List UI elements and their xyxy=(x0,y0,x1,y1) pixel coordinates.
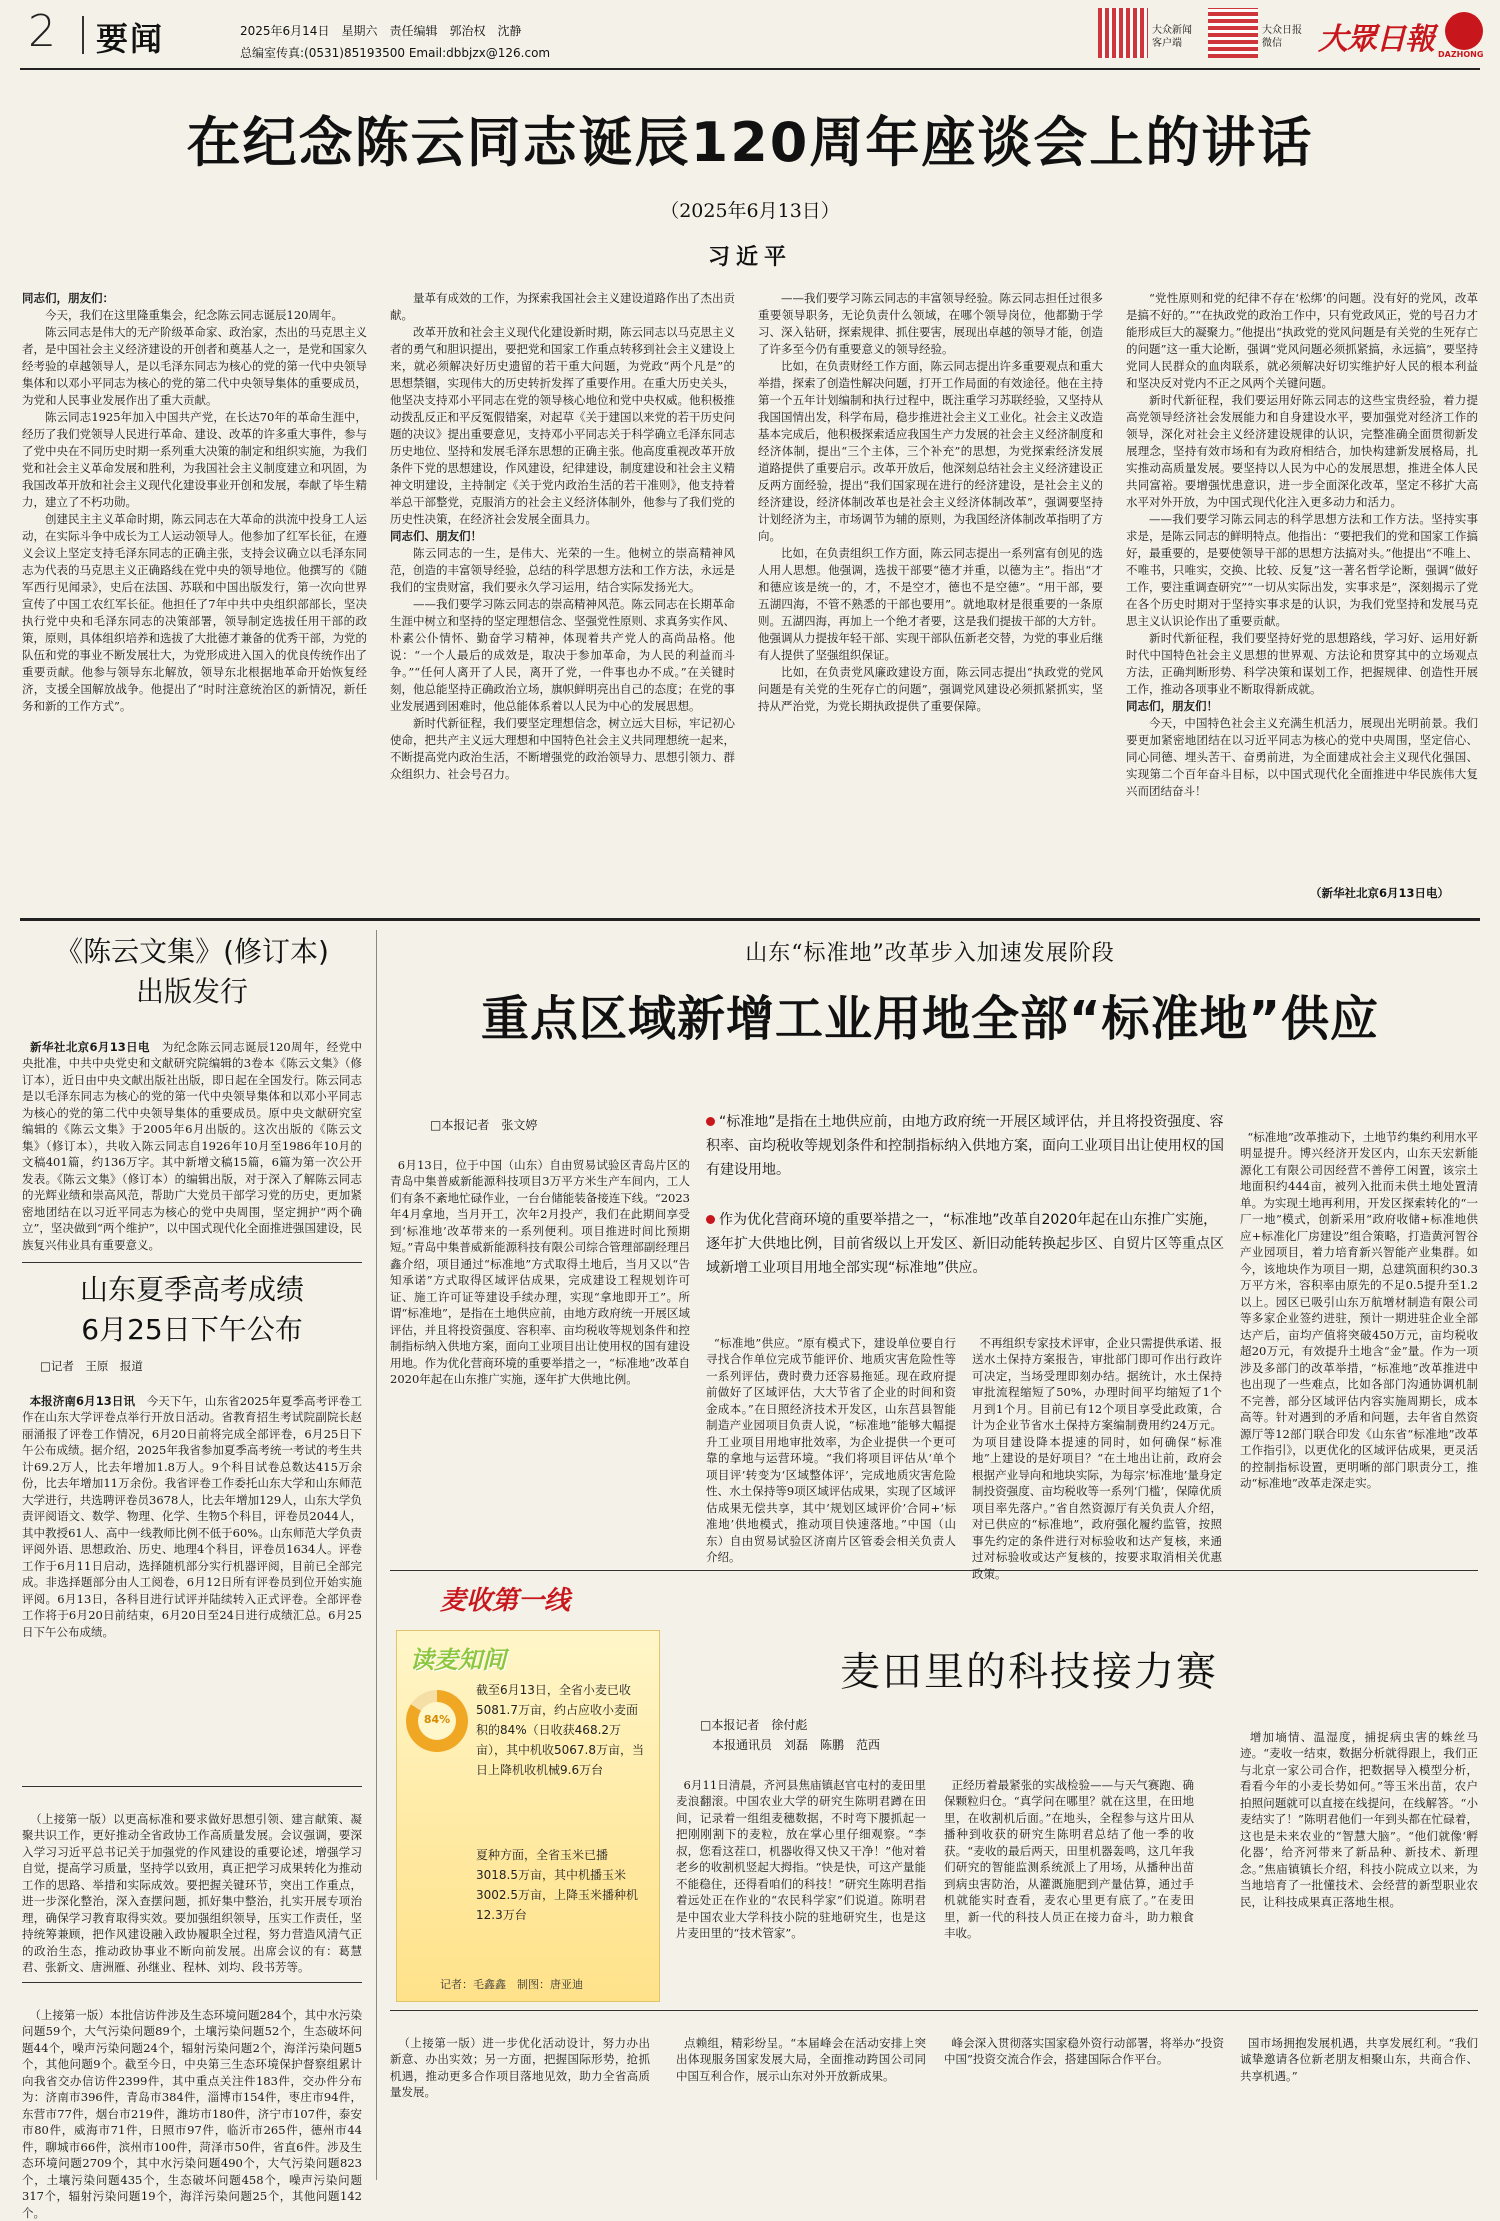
qr-code-wechat[interactable] xyxy=(1208,8,1258,58)
paragraph-text: 新时代新征程，我们要坚持好党的思想路线，学习好、运用好新时代中国特色社会主义思想的世界观、方法论和贯穿其中的立场观点方法，正确判断形势、科学决策和谋划工作，把握规律、创造性开展工作，推动各项事业不断取得新成就。 xyxy=(1126,631,1478,696)
wenji-body xyxy=(22,1022,362,1252)
tech-byline-1: □本报记者 徐付彪 xyxy=(700,1718,808,1732)
lead-paragraph xyxy=(22,307,367,324)
lead-paragraph xyxy=(22,511,367,715)
wenji-dateline: 新华社北京6月13日电 xyxy=(30,1039,150,1054)
paragraph-text: 陈云同志是伟大的无产阶级革命家、政治家，杰出的马克思主义者，是中国社会主义经济建设的开创者和奠基人之一，是党和国家久经考验的卓越领导人，是以毛泽东同志为核心的党的第一代中央领导集体和以邓小平同志为核心的党的第二代中央领导集体的重要成员，为党和人民事业发展作出了重大贡献。 xyxy=(22,325,367,407)
land-summary-1-text: “标准地”是指在土地供应前，由地方政府统一开展区域评估，并且将投资强度、容积率、亩均税收等规划条件和控制指标纳入供地方案，面向工业项目出让使用权的国有建设用地。 xyxy=(706,1114,1224,1178)
logo-en: DAZHONG xyxy=(1438,50,1484,59)
wenji-text: 为纪念陈云同志诞辰120周年，经党中央批准，中共中央党史和文献研究院编辑的3卷本《陈云文集》（修订本），近日由中央文献出版社出版，即日起在全国发行。陈云同志是以毛泽东同志为核心的党的第一代中央领导集体和以邓小平同志为核心的党的第二代中央领导集体的重要成员。原中央文献研究室编辑的《陈云文集》于2005年6月出版的。这次出版的《陈云文集》（修订本），共收入陈云同志自1926年10月至1986年10月的文稿401篇，约136万字。其中新增文稿15篇，6篇为第一次公开发表。《陈云文集》（修订本）的编辑出版，对于深入了解陈云同志的光辉业绩和崇高风范，帮助广大党员干部学习党的历史，更加紧密地团结在以习近平同志为核心的党中央周围，坚定拥护“两个确立”，坚决做到“两个维护”，以中国式现代化全面推进强国建设，民族复兴伟业具有重要意义。 xyxy=(22,1039,363,1252)
wenji-headline: 《陈云文集》(修订本) 出版发行 xyxy=(55,935,329,1008)
land-byline xyxy=(430,1116,537,1133)
tech-col-c-text: 增加墒情、温湿度，捕捉病虫害的蛛丝马迹。“麦收一结束，数据分析就得跟上，我们正与北京一家公司合作，把数据导入模型分析，看看今年的小麦长势如何。”等玉米出苗，农户拍照问题就可以直接在线提问，在线解答。“小麦结实了！”陈明君他们一年到头都在忙碌着，这也是未来农业的“智慧大脑”。“他们就像‘孵化器’，给齐河带来了新品种、新技术、新理念。”焦庙镇镇长介绍，科技小院成立以来，为当地培育了一批懂技术、会经营的新型职业农民，让科技成果真正落地生根。 xyxy=(1240,1729,1479,1909)
salutation: 同志们、朋友们！ xyxy=(390,529,482,543)
bottom-d-text: 国市场拥抱发展机遇，共享发展红利。“我们诚挚邀请各位新老朋友相聚山东，共商合作、共享机遇。” xyxy=(1240,2035,1478,2083)
tech-col-a-text: 6月11日清晨，齐河县焦庙镇赵官屯村的麦田里麦浪翻滚。中国农业大学的研究生陈明君蹲在田间，记录着一组组麦穗数据，不时弯下腰抓起一把刚刚割下的麦粒，放在掌心里仔细观察。“李叔，您看这茬口，机器收得又快又干净！”他对着老乡的收割机竖起大拇指。“快是快，可这产量能不能稳住，还得看咱们的科技！”研究生陈明君指着远处正在作业的“农民科学家”们说道。陈明君是中国农业大学科技小院的驻地研究生，也是这片麦田里的“技术管家”。 xyxy=(676,1777,926,1940)
paragraph-text: 今天，中国特色社会主义充满生机活力，展现出光明前景。我们要更加紧密地团结在以习近平同志为核心的党中央周围，坚定信心、同心同德、埋头苦干、奋勇前进，为全面建成社会主义现代化强国、实现第二个百年奋斗目标，以中国式现代化全面推进中华民族伟大复兴而团结奋斗！ xyxy=(1126,716,1478,798)
lead-headline: 在纪念陈云同志诞辰120周年座谈会上的讲话 xyxy=(186,111,1314,174)
land-summary-1 xyxy=(706,1110,1226,1182)
tech-headline: 麦田里的科技接力赛 xyxy=(840,1649,1218,1695)
land-col-b-text: “标准地”改革推动下，土地节约集约利用水平明显提升。博兴经济开发区内，山东天宏新能源化工有限公司因经营不善停工闲置，该宗土地面积约444亩，被列入批而未供土地处置清单。为实现土地再利用，开发区探索转化的“一厂一地”模式，创新采用“政府收储+标准地供应+标准化厂房建设”组合策略，打造黄河智谷产业园项目，着力培育新兴智能产业集群。如今，该地块作为项目一期，总建筑面积约30.3万平方米，容积率由原先的不足0.5提升至1.2以上。园区已吸引山东万航增材制造有限公司等多家企业签约进驻，预计一期进驻企业全部达产后，亩均产值将突破450万元，亩均税收超20万元，有效提升土地含“金”量。作为一项涉及多部门的改革举措，“标准地”改革推进中也出现了一些难点，比如各部门沟通协调机制不完善，部分区域评估内容实施周期长，成本高等。针对遇到的矛盾和问题，去年省自然资源厅等12部门联合印发《山东省“标准地”改革工作指引》，以更优化的区域评估成果，更灵活的控制指标设置，更明晰的部门职责分工，推动“标准地”改革走深走实。 xyxy=(1240,1129,1478,1490)
gaokao-dateline: 本报济南6月13日讯 xyxy=(29,1393,136,1408)
lead-paragraph xyxy=(758,290,1103,358)
logo-mark-icon xyxy=(1445,12,1483,50)
lead-paragraph xyxy=(390,596,735,715)
paragraph-text: 今天，我们在这里隆重集会，纪念陈云同志诞辰120周年。 xyxy=(45,308,343,322)
paragraph-text: 比如，在负责财经工作方面，陈云同志提出许多重要观点和重大举措，探索了创造性解决问题，打开工作局面的有效途径。他在主持第一个五年计划编制和执行过程中，既注重学习苏联经验，又坚持从我国国情出发，科学布局，稳步推进社会主义工业化。社会主义改造基本完成后，他积极探索适应我国生产力发展的社会主义经济制度和经济体制，提出“三个主体，三个补充”的思想，为党探索经济发展道路提供了重要启示。改革开放后，他深刻总结社会主义经济建设正反两方面经验，提出“我们国家现在进行的经济建设，是社会主义的经济建设，经济体制改革也是社会主义经济体制改革”，强调要坚持计划经济为主，市场调节为辅的原则，为我国经济体制改革指明了方向。 xyxy=(758,359,1103,543)
bottom-a-text: （上接第一版）进一步优化活动设计，努力办出新意、办出实效；另一方面，把握国际形势，抢抓机遇，推动更多合作项目落地见效，助力全省高质量发展。 xyxy=(390,2035,650,2099)
lead-column-2 xyxy=(390,290,735,910)
env-text: （上接第一版）本批信访件涉及生态环境问题284个，其中水污染问题59个，大气污染问题89个，土壤污染问题52个，生态破坏问题44个，噪声污染问题24个，辐射污染问题2个，海洋污染问题5个，其他问题9个。截至今日，中央第三生态环境保护督察组累计向我省交办信访件2399件，其中重点关注件183件，交办件分布为：济南市396件，青岛市384件，淄博市154件，枣庄市94件，东营市77件，烟台市219件，潍坊市180件，济宁市107件，泰安市80件，威海市71件，日照市97件，临沂市265件，德州市44件，聊城市66件，滨州市100件，菏泽市50件，省直6件。涉及生态环境问题2709个，其中水污染问题490个，大气污染问题823个，土壤污染问题435个，生态破坏问题458个，噪声污染问题317个，辐射污染问题19个，海洋污染问题25个，其他问题142个。 xyxy=(22,2007,362,2220)
jump-text: （上接第一版）以更高标准和要求做好思想引领、建言献策、凝聚共识工作，更好推动全省政协工作高质量发展。会议强调，要深入学习习近平总书记关于加强党的作风建设的重要论述，增强学习自觉，提高学习质量，坚持学以致用，真正把学习成果转化为推动工作的思路、举措和实际成效。要把握关键环节，突出工作重点，进一步深化整治，深入查摆问题，抓好集中整治，扎实开展专项治理，确保学习教育取得实效。要加强组织领导，压实工作责任，坚持统筹兼顾，把作风建设融入政协履职全过程，努力营造风清气正的政治生态，推动政协事业不断向前发展。出席会议的有：葛慧君、张新文、唐洲雁、孙继业、程林、刘均、段书芳等。 xyxy=(22,1811,363,1974)
lead-paragraph xyxy=(1126,715,1478,800)
gaokao-byline: □记者 王原 报道 xyxy=(40,1359,143,1373)
tech-column-c xyxy=(1240,1712,1478,2000)
red-bullet-icon xyxy=(706,1117,715,1126)
tech-column-a xyxy=(676,1760,926,2000)
lead-column-3 xyxy=(758,290,1103,910)
lead-bottom-rule xyxy=(20,918,1480,921)
lead-author: 习近平 xyxy=(707,244,792,270)
lead-paragraph xyxy=(22,290,367,307)
lead-paragraph xyxy=(1126,698,1478,715)
lead-source: （新华社北京6月13日电） xyxy=(1310,886,1450,900)
tech-column-b xyxy=(944,1760,1194,2000)
lead-paragraph xyxy=(22,409,367,511)
paragraph-text: “党性原则和党的纪律不存在‘松绑’的问题。没有好的党风，改革是搞不好的。”“在执政党的政治工作中，只有党政风正，党的号召力才能形成巨大的凝聚力。”他提出“执政党的党风问题是有关党的生死存亡的问题”这一重大论断，强调“党风问题必须抓紧搞，永远搞”，要坚持党同人民群众的血肉联系，就必须解决好切实维护好人民的根本利益和坚决反对党内不正之风两个关键问题。 xyxy=(1126,291,1478,390)
maishou-banner: 麦收第一线 xyxy=(440,1586,571,1616)
land-byline-mark: □ xyxy=(430,1118,442,1132)
page-number: 2 xyxy=(28,6,56,57)
left-rule-3 xyxy=(22,1982,362,1983)
land-column-c xyxy=(706,1318,957,1564)
paragraph-text: 陈云同志1925年加入中国共产党，在长达70年的革命生涯中，经历了我们党领导人民进行革命、建设、改革的许多重大事件，参与了党中央在不同历史时期一系列重大决策的制定和组织实施，为我们党和社会主义革命发展和胜利，为我国社会主义制度建立和巩固，为我国改革开放和社会主义现代化建设事业开创和发展，奉献了毕生精力，建立了不朽功勋。 xyxy=(22,410,367,509)
section-title: 要闻 xyxy=(96,20,165,58)
lead-paragraph xyxy=(390,290,735,324)
paragraph-text: 创建民主主义革命时期，陈云同志在大革命的洪流中投身工人运动，在实际斗争中成长为工人运动领导人。他参加了红军长征，在遵义会议上坚定支持毛泽东同志的正确主张，支持会议确立以毛泽东同志为代表的马克思主义正确路线在党中央的领导地位。他撰写的《随军西行见闻录》，史后在法国、苏联和中国出版发行，第一次向世界宣传了中国工农红军长征。他担任了7年中共中央组织部部长，坚决执行党中央和毛泽东同志的决策部署，领导制定选拔任用干部的政策，原则，具体组织培养和选拔了大批德才兼备的优秀干部，为党的队伍和党的事业不断发展壮大，为党形成进入国入的优良传统作出了重要贡献。他参与领导东北解放，领导东北根据地革命开始恢复经济，支援全国解放战争。他提出了“时时注意统治区的新情况，新任务和新的工作方式”。 xyxy=(22,512,367,713)
paragraph-text: 新时代新征程，我们要运用好陈云同志的这些宝贵经验，着力提高党领导经济社会发展能力和自身建设水平，要加强党对经济工作的领导，深化对社会主义经济建设规律的认识，完整准确全面贯彻新发展理念，坚持有效市场和有为政府相结合，加快构建新发展格局，扎实推动高质量发展。要坚持以人民为中心的发展思想，推进全体人民共同富裕。要增强忧患意识，进一步全面深化改革，坚定不移扩大高水平对外开放，为中国式现代化注入更多动力和活力。 xyxy=(1126,393,1478,509)
paragraph-text: 陈云同志的一生，是伟大、光荣的一生。他树立的崇高精神风范，创造的丰富领导经验，总结的科学思想方法和工作方法，永远是我们的宝贵财富，我们要永久学习运用，结合实际发扬光大。 xyxy=(390,546,735,594)
lead-paragraph xyxy=(758,358,1103,545)
maishou-item-1: 截至6月13日，全省小麦已收5081.7万亩，约占应收小麦面积的84%（日收获468.2万亩），其中机收5067.8万亩，当日上降机收机械9.6万台 xyxy=(476,1683,644,1777)
paragraph-text: 改革开放和社会主义现代化建设新时期，陈云同志以马克思主义者的勇气和胆识提出，要把党和国家工作重点转移到社会主义建设上来，就必须解决好历史遗留的若干重大问题，为党政“两个凡是”的思想禁锢，实现伟大的历史转折发挥了重要作用。在重大历史关头，他坚决支持邓小平同志在党的领导核心地位和党中央权威。他积极推动拨乱反正和平反冤假错案，对起草《关于建国以来党的若干历史问题的决议》提出重要意见，支持邓小平同志关于科学确立毛泽东同志历史地位、坚持和发展毛泽东思想的正确主张。他高度重视改革开放条件下党的思想建设，作风建设，纪律建设，制度建设和社会主义精神文明建设，主持制定《关于党内政治生活的若干准则》，他支持着举总干部整党，克服消方的社会主义经济体制外，他参与了我们党的历史性决策，在经济社会发展全面具力。 xyxy=(390,325,735,526)
lead-paragraph xyxy=(390,545,735,596)
bottom-column-a xyxy=(390,2018,650,2178)
lead-paragraph xyxy=(1126,511,1478,630)
tech-byline-2: 本报通讯员 刘磊 陈鹏 范西 xyxy=(712,1738,881,1752)
issue-info: 2025年6月14日 星期六 责任编辑 郭治权 沈静 xyxy=(240,24,522,38)
tech-col-b-text: 正经历着最紧张的实战检验——与天气赛跑、确保颗粒归仓。“真学问在哪里？就在这里，在田地里，在收割机后面。”在地头，全程参与这片田从播种到收获的研究生陈明君总结了他一季的收获。“麦收的最后两天，田里机器轰鸣，这几年我们研究的智能监测系统派上了用场，从播种出苗到病虫害防治，从灌溉施肥到产量估算，通过手机就能实时查看，麦农心里更有底了。”在麦田里，新一代的科技人员正在接力奋斗，助力粮食丰收。 xyxy=(944,1777,1195,1940)
maishou-item-2: 夏种方面，全省玉米已播3018.5万亩，其中机播玉米3002.5万亩，上降玉米播种机12.3万台 xyxy=(476,1848,638,1922)
left-rule-2 xyxy=(22,1786,362,1787)
lead-paragraph xyxy=(758,545,1103,664)
salutation: 同志们，朋友们： xyxy=(22,291,114,305)
left-rule-1 xyxy=(22,1262,362,1263)
land-col-a-text: 6月13日，位于中国（山东）自由贸易试验区青岛片区的青岛中集普威新能源科技项目3万平方米生产车间内，工人们有条不紊地忙碌作业，一台台储能装备接连下线。“2023年4月拿地，当月开工，次年2月投产，我们在此期间享受到‘标准地’改革带来的一系列便利。项目推进时间比预期短。”青岛中集普威新能源科技有限公司综合管理部副经理吕鑫介绍，项目通过“标准地”方式取得土地后，当月又以“告知承诺”方式取得区域评估成果，完成建设工程规划许可证、施工许可证等建设手续办理，实现“拿地即开工”。所谓“标准地”，是指在土地供应前，由地方政府统一开展区域评估，并且将投资强度、容积率、亩均税收等规划条件和控制指标纳入供地方案，面向工业项目出让使用权的国有建设用地。作为优化营商环境的重要举措之一，“标准地”改革自2020年起在山东推广实施，逐年扩大供地比例。 xyxy=(390,1157,690,1386)
gaokao-body xyxy=(22,1376,362,1776)
lead-paragraph xyxy=(758,664,1103,715)
lead-paragraph xyxy=(390,528,735,545)
lead-paragraph xyxy=(1126,290,1478,392)
env-story-body xyxy=(22,1990,362,2220)
lead-paragraph xyxy=(1126,630,1478,698)
left-divider xyxy=(376,930,377,2180)
paragraph-text: ——我们要学习陈云同志的丰富领导经验。陈云同志担任过很多重要领导职务，无论负责什么领域，在哪个领导岗位，他都勤于学习、深入钻研，探索规律、抓住要害，展现出卓越的领导才能，创造了许多至今仍有重要意义的领导经验。 xyxy=(758,291,1103,356)
qr-app-label: 大众新闻客户端 xyxy=(1152,25,1192,49)
newspaper-logo: 大眾日報 xyxy=(1318,22,1434,57)
lead-paragraph xyxy=(22,324,367,409)
paragraph-text: 新时代新征程，我们要坚定理想信念，树立远大目标，牢记初心使命，把共产主义远大理想和中国特色社会主义共同理想统一起来，不断提高党内政治生活，不断增强党的政治领导力、思想引领力、群众组织力、社会号召力。 xyxy=(390,716,735,781)
land-summary-2 xyxy=(706,1208,1226,1280)
land-column-a xyxy=(390,1140,690,1560)
mid-rule xyxy=(390,1570,1478,1571)
lead-paragraph xyxy=(390,715,735,783)
masthead xyxy=(0,0,1500,70)
land-column-b xyxy=(1240,1112,1478,1560)
lead-date-line: （2025年6月13日） xyxy=(660,200,840,222)
masthead-rule xyxy=(20,68,1480,70)
maishou-credit: 记者：毛鑫鑫 制图：唐亚迪 xyxy=(440,1978,583,1991)
lead-paragraph xyxy=(1126,392,1478,511)
paragraph-text: 量革有成效的工作，为探索我国社会主义建设道路作出了杰出贡献。 xyxy=(390,291,735,322)
lead-column-1 xyxy=(22,290,367,910)
fax-email: 总编室传真:(0531)85193500 Email:dbbjzx@126.com xyxy=(240,46,551,60)
land-summary-2-text: 作为优化营商环境的重要举措之一，“标准地”改革自2020年起在山东推广实施，逐年扩大供地比例，目前省级以上开发区、新旧动能转换起步区、自贸片区等重点区域新增工业项目用地全部实现“标准地”供应。 xyxy=(706,1212,1224,1276)
land-byline-text: 本报记者 张文婷 xyxy=(441,1118,538,1132)
progress-percent: 84% xyxy=(423,1713,451,1726)
paragraph-text: ——我们要学习陈云同志的崇高精神风范。陈云同志在长期革命生涯中树立和坚持的坚定理想信念、坚强党性原则、求真务实作风、朴素公仆情怀、勤奋学习精神，体现着共产党人的高尚品格。他说：“一个人最后的成效是，取决于参加革命，为人民的利益而斗争。”“任何人离开了人民，离开了党，一件事也办不成。”在关键时刻，他总能坚持正确政治立场，旗帜鲜明亮出自己的态度；在党的事业发展遇到困难时，他总能体系着以人民为中心的发展思想。 xyxy=(390,597,735,713)
qr-code-app[interactable] xyxy=(1098,8,1148,58)
bottom-c-text: 峰会深入贯彻落实国家稳外资行动部署，将举办“投资中国”投资交流合作会，搭建国际合作平台。 xyxy=(944,2035,1224,2066)
land-col-c-text: “标准地”供应。“原有模式下，建设单位要自行寻找合作单位完成节能评价、地质灾害危险性等一系列评估，费时费力还容易拖延。现在政府提前做好了区域评估，大大节省了企业的时间和资金成本。”在日照经济技术开发区，山东莒县智能制造产业园项目负责人说，“标准地”能够大幅提升工业项目用地审批效率，为企业提供一个更可靠的拿地与运营环境。“我们将项目评估从‘单个项目评’转变为‘区域整体评’，完成地质灾害危险性、水土保持等9项区域评估成果，实现了区域评估成果无偿共享，其中‘规划区域评价’合同+‘标准地’供地模式，推动项目快速落地。”中国（山东）自由贸易试验区济南片区管委会相关负责人介绍。 xyxy=(706,1335,957,1564)
land-kicker: 山东“标准地”改革步入加速发展阶段 xyxy=(745,941,1115,966)
bottom-column-d xyxy=(1240,2018,1478,2178)
bottom-b-text: 点赖组，精彩纷呈。“本届峰会在活动安排上突出体现服务国家发展大局，全面推动跨国公司同中国互利合作，展示山东对外开放新成果。 xyxy=(676,2035,926,2083)
bottom-column-c xyxy=(944,2018,1224,2178)
paragraph-text: 比如，在负责组织工作方面，陈云同志提出一系列富有创见的选人用人思想。他强调，选拔干部要“德才并重，以德为主”。指出“才和德应该是统一的，才，不是空才，德也不是空德”。“用干部，要五湖四海，不管不熟悉的干部也要用”。就地取材是很重要的一条原则。五湖四海，再加上一个绝才者要，这是我们提拔干部的大方针。他强调从力提拔年轻干部、实现干部队伍新老交替，为党的事业后继有人提供了坚强组织保证。 xyxy=(758,546,1103,662)
gaokao-headline: 山东夏季高考成绩 6月25日下午公布 xyxy=(79,1273,304,1346)
land-headline: 重点区域新增工业用地全部“标准地”供应 xyxy=(480,991,1380,1047)
salutation: 同志们，朋友们！ xyxy=(1126,699,1218,713)
paragraph-text: ——我们要学习陈云同志的科学思想方法和工作方法。坚持实事求是，是陈云同志的鲜明特点。他指出：“要把我们的党和国家工作搞好，最重要的，是要使领导干部的思想方法搞对头。”他提出“不唯上、不唯书，只唯实，交换、比较、反复”这一著名哲学论断，强调“做好工作，要注重调查研究”“一切从实际出发，实事求是”，深刻揭示了党在各个历史时期对于坚持实事求是的认识，为我们党坚持和发展马克思主义认识论作出了重要贡献。 xyxy=(1126,512,1478,628)
lead-paragraph xyxy=(390,324,735,528)
lead-column-4 xyxy=(1126,290,1478,890)
gaokao-text: 今天下午，山东省2025年夏季高考评卷工作在山东大学评卷点举行开放日活动。省教育招生考试院副院长赵丽涌报了评卷工作情况，6月20日前将完成全部评卷，6月25日下午公布成绩。据介绍，2025年我省参加夏季高考统一考试的考生共计69.2万人，比去年增加1.8万人。9个科目试卷总数达415万余份，比去年增加11万余份。我省评卷工作委托山东大学和山东师范大学进行，共选聘评卷员3678人，比去年增加129人，山东大学负责评阅语文、数学、物理、化学、生物5个科目，评卷员2044人，其中教授61人、高中一线教师比例不低于60%。山东师范大学负责评阅外语、思想政治、历史、地理4个科目，评卷员1634人。评卷工作于6月11日启动，选择随机部分实行机器评阅，目前已全部完成。非选择题部分由人工阅卷，6月12日所有评卷员到位开始实施评阅。6月13日，各科目进行试评并陆续转入正式评卷。全部评卷工作将于6月20日前结束，6月20日至24日进行成绩汇总。6月25日下午公布成绩。 xyxy=(22,1393,363,1639)
bottom-column-b xyxy=(676,2018,926,2178)
maishou-badge: 读麦知间 xyxy=(410,1646,506,1674)
jump-story-body xyxy=(22,1794,362,1974)
bottom-rule xyxy=(390,2010,1478,2011)
land-column-d xyxy=(972,1318,1222,1581)
land-col-d-text: 不再组织专家技术评审，企业只需提供承诺、报送水土保持方案报告，审批部门即可作出行政许可决定，当场受理即刻办结。据统计，水土保持审批流程缩短了50%，办理时间平均缩短了1个月到1个月。目前已有12个项目享受此政策，合计为企业节省水土保持方案编制费用约24万元。为项目建设降本提速的同时，如何确保“标准地”上建设的是好项目？“在土地出让前，政府会根据产业导向和地块实际，为每宗‘标准地’量身定制投资强度、亩均税收等一系列‘门槛’，保障优质项目率先落户。”省自然资源厅有关负责人介绍，对已供应的“标准地”，政府强化履约监管，按照事先约定的条件进行对标验收和达产复核，来通过对标验收或达产复核的，按要求取消相关优惠政策。 xyxy=(972,1335,1222,1581)
masthead-divider xyxy=(82,16,84,54)
paragraph-text: 比如，在负责党风廉政建设方面，陈云同志提出“执政党的党风问题是有关党的生死存亡的问题”，强调党风建设必须抓紧抓实，坚持从严治党，为党长期执政提供了重要保障。 xyxy=(758,665,1103,713)
qr-wechat-label: 大众日报微信 xyxy=(1262,25,1302,49)
red-bullet-icon xyxy=(706,1215,715,1224)
